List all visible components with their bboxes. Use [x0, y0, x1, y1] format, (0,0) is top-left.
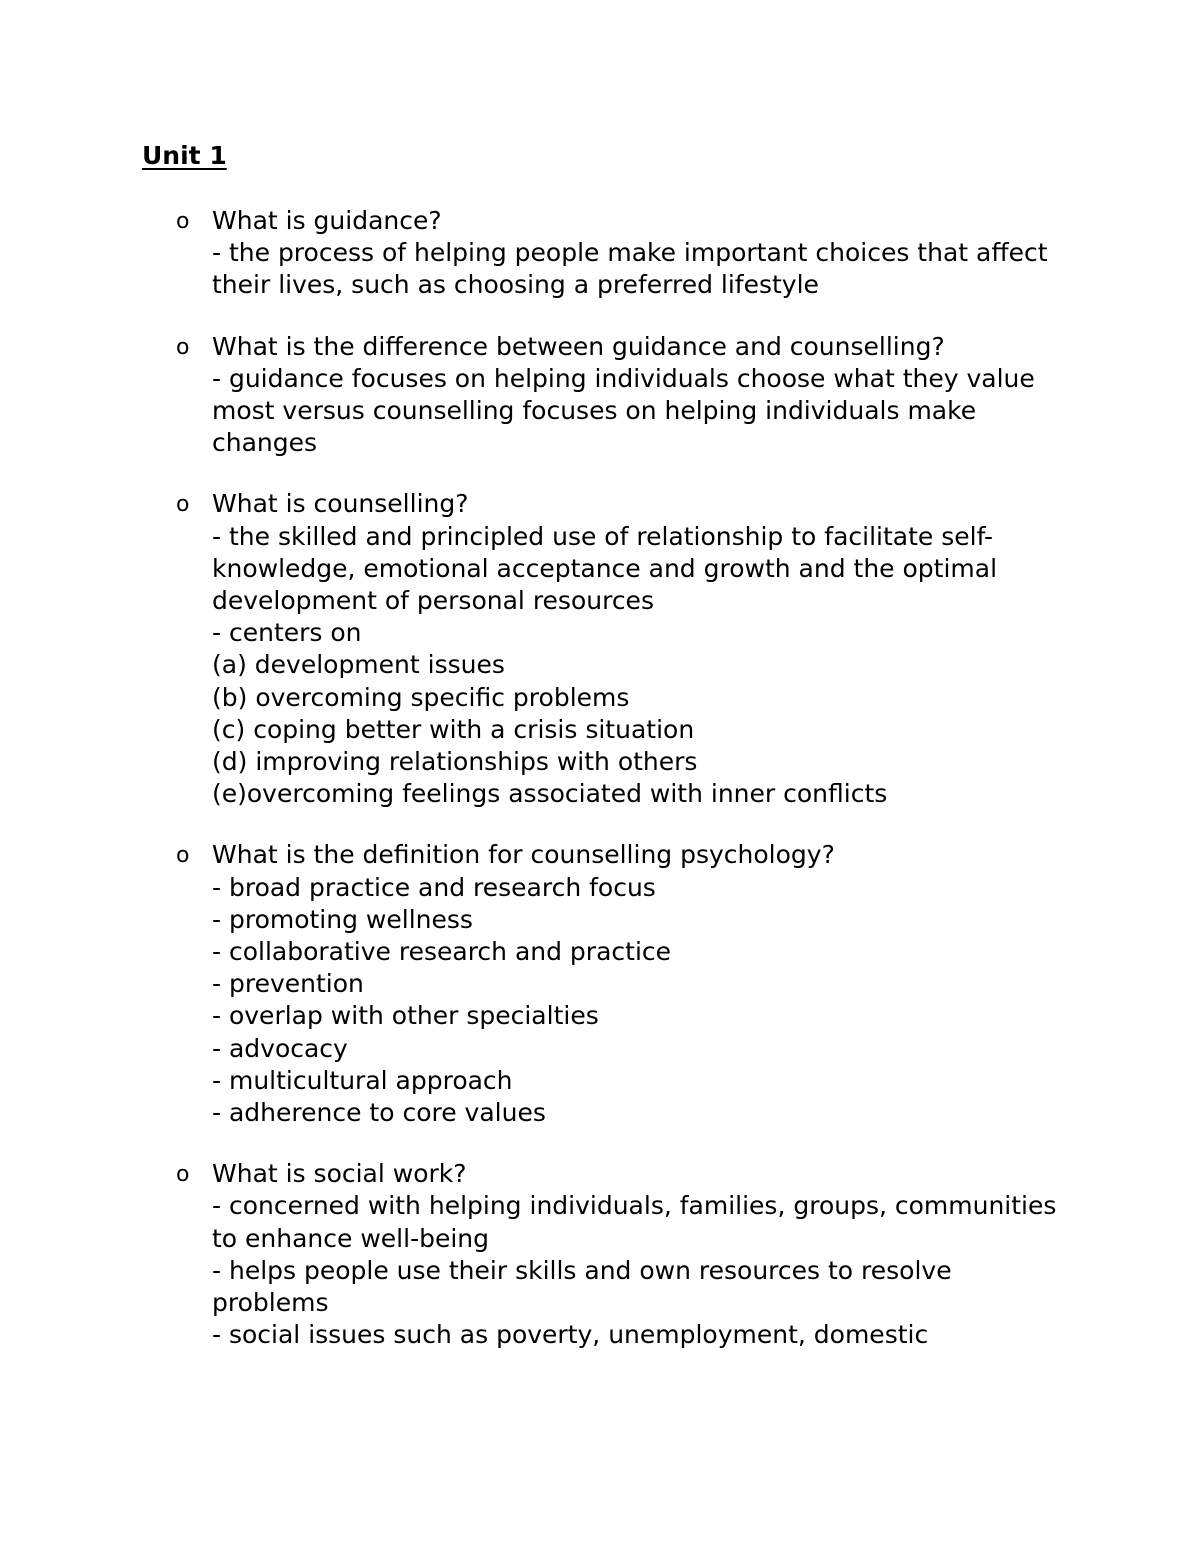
- answer-line: - adherence to core values: [212, 1098, 546, 1128]
- question-list: [0, 205, 1200, 1381]
- answer-line: - promoting wellness: [212, 904, 473, 934]
- answer-line: (a) development issues: [212, 650, 505, 680]
- bullet-icon: o: [176, 1162, 190, 1188]
- answer-line: - helps people use their skills and own resources to resolve problems: [212, 1255, 952, 1318]
- answer-line: - broad practice and research focus: [212, 872, 656, 902]
- bullet-icon: o: [176, 492, 190, 518]
- unit-title: Unit 1: [142, 141, 227, 170]
- question-item: [0, 331, 1062, 460]
- answer-line: - overlap with other specialties: [212, 1001, 599, 1031]
- bullet-icon: o: [176, 843, 190, 869]
- answer-line: - the process of helping people make important choices that affect their lives, such as choosing a preferred lifestyle: [212, 238, 1048, 300]
- answer-line: (b) overcoming specific problems: [212, 682, 630, 712]
- bullet-icon: o: [176, 209, 190, 234]
- answer-line: (d) improving relationships with others: [212, 747, 698, 777]
- answer-line: - advocacy: [212, 1033, 348, 1063]
- answer-line: - guidance focuses on helping individuals choose what they value most versus counselling focuses on helping individuals make changes: [212, 363, 1035, 458]
- answer-line: - social issues such as poverty, unemployment, domestic: [212, 1320, 929, 1350]
- question-text: What is guidance?: [212, 206, 442, 235]
- bullet-icon: o: [176, 334, 190, 360]
- answer-line: - the skilled and principled use of relationship to facilitate self-knowledge, emotional acceptance and growth and the optimal development of personal resources: [212, 521, 998, 616]
- question-item: [0, 839, 1062, 1129]
- question-text: What is the difference between guidance and counselling?: [212, 331, 945, 361]
- question-text: What is the definition for counselling psychology?: [212, 840, 835, 870]
- answer-line: - concerned with helping individuals, families, groups, communities to enhance well-being: [212, 1191, 1057, 1253]
- question-text: What is counselling?: [212, 489, 469, 519]
- question-item: [0, 1158, 1062, 1351]
- answer-line: - multicultural approach: [212, 1065, 513, 1095]
- answer-line: (e)overcoming feelings associated with inner conflicts: [212, 779, 888, 809]
- answer-line: - collaborative research and practice: [212, 937, 672, 967]
- question-item: [0, 488, 1062, 810]
- question-text: What is social work?: [212, 1159, 467, 1189]
- answer-line: - prevention: [212, 969, 364, 999]
- answer-line: (c) coping better with a crisis situation: [212, 714, 695, 744]
- question-item: [0, 205, 1062, 302]
- answer-line: - centers on: [212, 618, 362, 648]
